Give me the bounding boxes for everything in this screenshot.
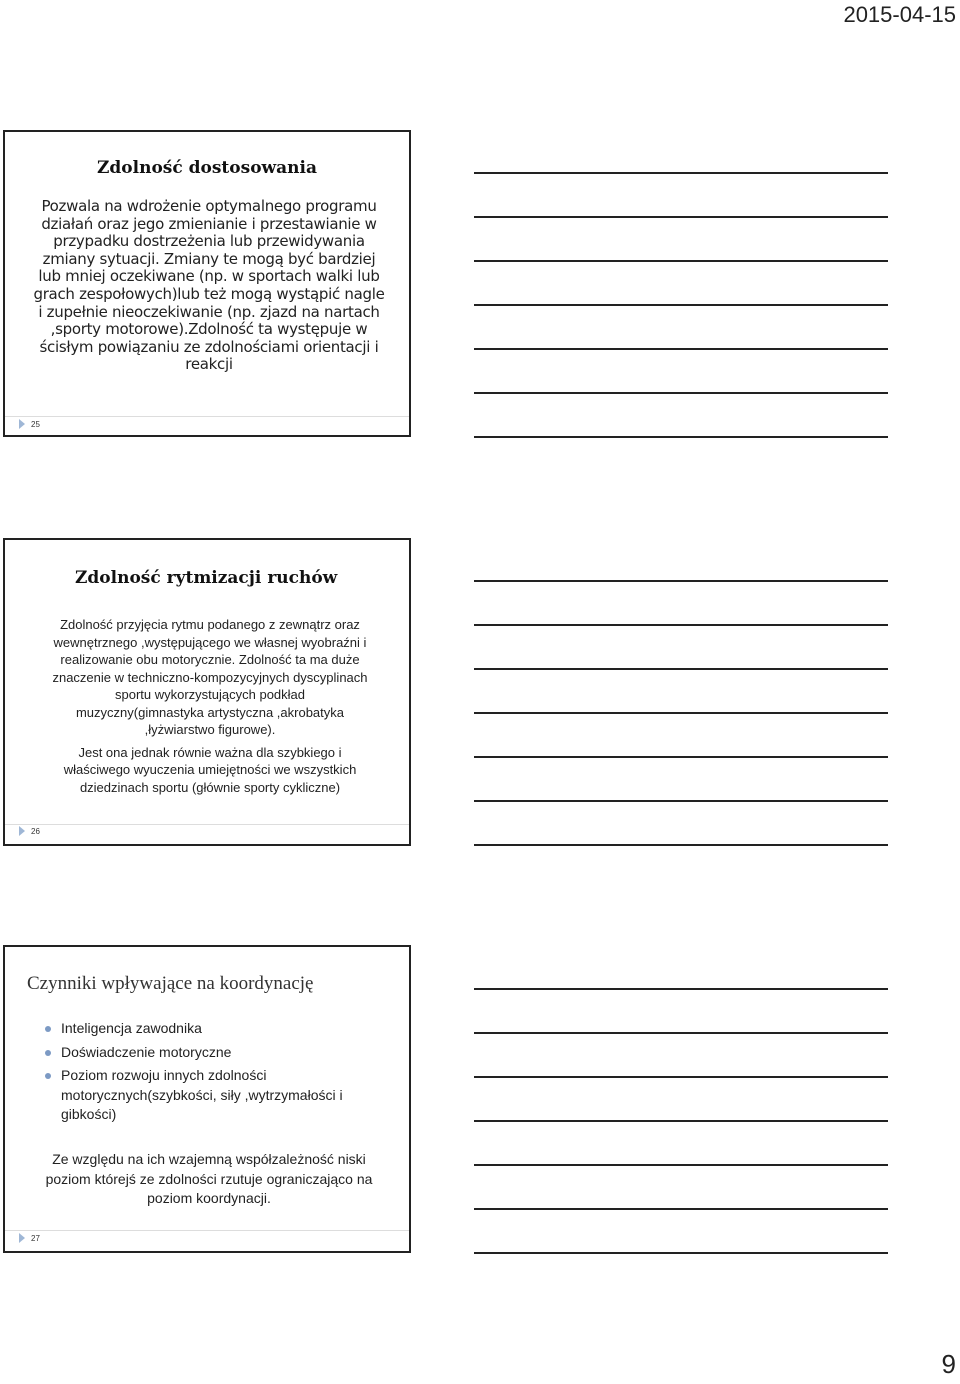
- slide-paragraph: Zdolność przyjęcia rytmu podanego z zewnątrz oraz wewnętrznego ,występującego we własnej wyobraźni i realizowanie obu motorycznie. Zdolność ta ma duże znaczenie w techniczno-kompozycyjnych dyscyplinach sportu wykorzystujących podkład muzyczny(gimnastyka artystyczna ,akrobatyka ,łyżwiarstwo figurowe).: [52, 617, 368, 737]
- slide-note: Ze względu na ich wzajemną współzależność niski poziom którejś ze zdolności rzutuje ograniczająco na poziom koordynacji.: [45, 1151, 373, 1206]
- note-line: [474, 216, 888, 218]
- slide-number: [19, 826, 40, 836]
- note-line: [474, 1208, 888, 1210]
- slide-body: Pozwala na wdrożenie optymalnego programu działań oraz jego zmienianie i przestawianie w przypadku dostrzeżenia lub przewidywania zmiany sytuacji. Zmiany te mogą być bardziej lub mniej oczekiwane (np. w sportach walki lub grach zespołowych)lub też mogą wystąpić nagle i zupełnie nieoczekiwanie (np. zjazd na nartach ,sporty motorowe).Zdolność ta występuje w ścisłym powiązaniu ze zdolnościami orientacji i reakcji: [33, 197, 385, 374]
- slide-marker-icon: [19, 1233, 25, 1243]
- slide-footer-divider: [5, 416, 409, 417]
- list-item-text: Poziom rozwoju innych zdolności motorycznych(szybkości, siły ,wytrzymałości i gibkości): [61, 1067, 343, 1122]
- note-line: [474, 988, 888, 990]
- note-line: [474, 172, 888, 174]
- slide-title: Zdolność rytmizacji ruchów: [75, 568, 338, 588]
- note-line: [474, 624, 888, 626]
- slide-number-label: 25: [31, 419, 40, 429]
- slide-number-label: 27: [31, 1233, 40, 1243]
- slide-footer-divider: [5, 1230, 409, 1231]
- note-line: [474, 1164, 888, 1166]
- bullet-icon: [45, 1073, 51, 1079]
- note-line: [474, 1076, 888, 1078]
- slide-number: [19, 419, 40, 429]
- note-line: [474, 304, 888, 306]
- page-number: 9: [941, 1349, 956, 1379]
- slide-title: Czynniki wpływające na koordynację: [27, 973, 314, 994]
- note-line: [474, 436, 888, 438]
- slide-number: [19, 1233, 40, 1243]
- print-date: 2015-04-15: [843, 2, 956, 27]
- list-item-text: Inteligencja zawodnika: [61, 1020, 202, 1036]
- note-line: [474, 800, 888, 802]
- slide-26: [3, 538, 411, 846]
- note-line: [474, 712, 888, 714]
- note-line: [474, 756, 888, 758]
- slide-27: [3, 945, 411, 1253]
- slide-body: [51, 616, 369, 801]
- slide-paragraph: Jest ona jednak równie ważna dla szybkiego i właściwego wyuczenia umiejętności we wszystkich dziedzinach sportu (głównie sporty cykliczne): [63, 744, 357, 795]
- list-item-text: Doświadczenie motoryczne: [61, 1043, 232, 1060]
- note-line: [474, 1032, 888, 1034]
- slide-marker-icon: [19, 419, 25, 429]
- slide-title: Zdolność dostosowania: [97, 158, 318, 178]
- note-line: [474, 260, 888, 262]
- bullet-icon: [45, 1050, 51, 1056]
- note-line: [474, 348, 888, 350]
- bullet-icon: [45, 1026, 51, 1032]
- note-line: [474, 1120, 888, 1122]
- note-line: [474, 668, 888, 670]
- slide-number-label: 26: [31, 826, 40, 836]
- note-line: [474, 392, 888, 394]
- slide-25: [3, 130, 411, 437]
- list-item: [45, 1019, 365, 1039]
- note-line: [474, 580, 888, 582]
- note-line: [474, 844, 888, 846]
- list-item: [45, 1043, 365, 1063]
- slide-marker-icon: [19, 826, 25, 836]
- list-item: [45, 1066, 365, 1125]
- note-line: [474, 1252, 888, 1254]
- slide-footer-divider: [5, 824, 409, 825]
- bullet-list: [45, 1019, 365, 1129]
